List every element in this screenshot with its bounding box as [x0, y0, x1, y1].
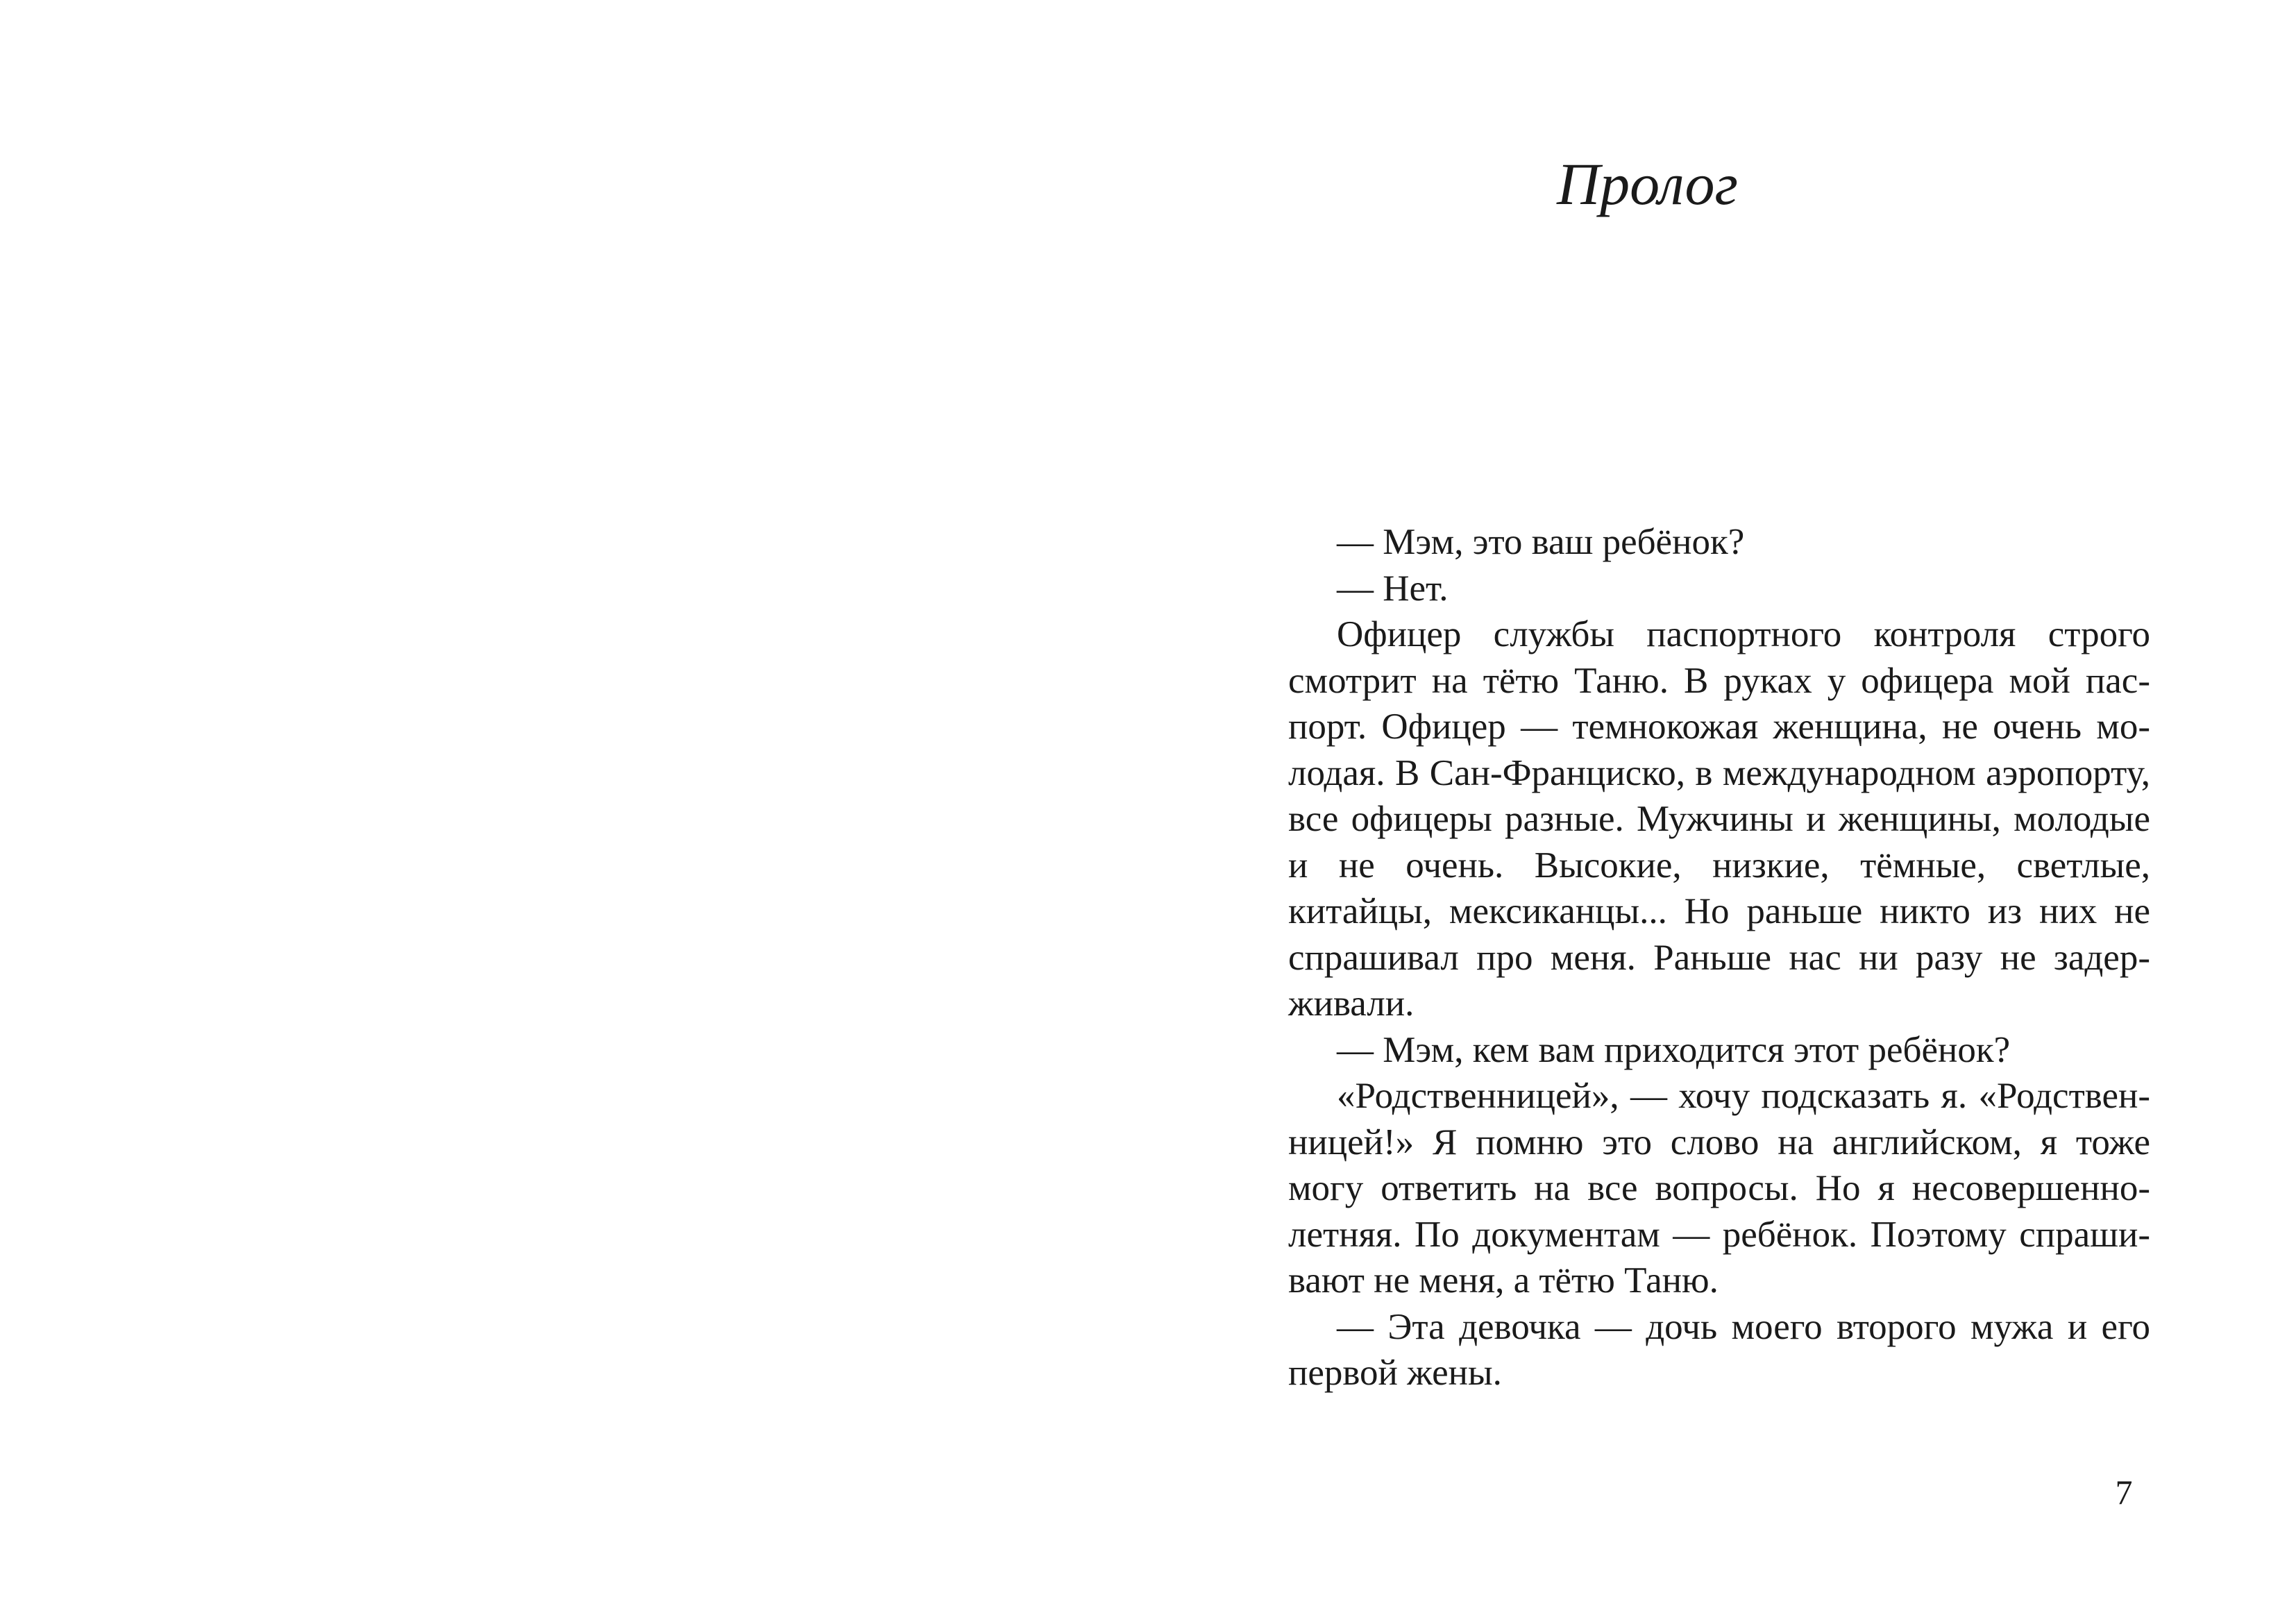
paragraph: — Нет.: [1337, 568, 1449, 609]
chapter-title: Пролог: [1557, 151, 1739, 217]
body-text: [1288, 519, 2150, 1396]
paragraph: Офицер службы паспортного контроля строго смотрит на тётю Таню. В руках у офицера мой паспорт. Офицер — темнокожая женщина, не очень молодая. В Сан-Франциско, в международном аэропорту, все офицеры разные. Мужчины и женщины, молодые и не очень. Высокие, низкие, тёмные, светлые, китайцы, мексиканцы... Но раньше никто из них не спрашивал про меня. Раньше нас ни разу не задерживали.: [1288, 614, 2150, 1024]
paragraph: — Мэм, кем вам приходится этот ребёнок?: [1337, 1029, 2011, 1070]
paragraph: — Мэм, это ваш ребёнок?: [1337, 522, 1745, 562]
page-number: 7: [2115, 1473, 2133, 1512]
paragraph: — Эта девочка — дочь моего второго мужа и его первой жены.: [1288, 1306, 2150, 1393]
paragraph: «Родственницей», — хочу подсказать я. «Родственницей!» Я помню это слово на английском, я тоже могу ответить на все вопросы. Но я несовершеннолетняя. По документам — ребёнок. Поэтому спрашивают не меня, а тётю Таню.: [1288, 1076, 2150, 1301]
